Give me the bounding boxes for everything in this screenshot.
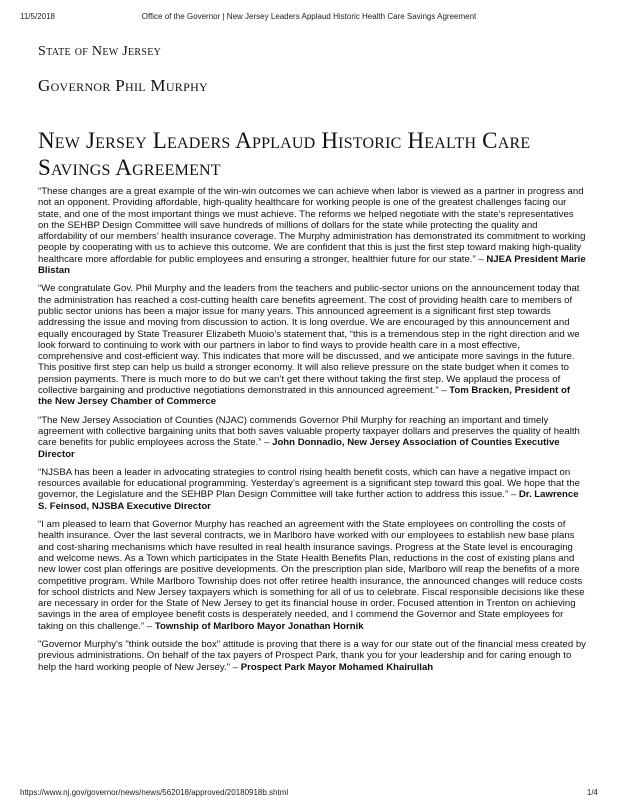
quote-paragraph <box>38 467 586 512</box>
quote-paragraph <box>38 415 586 460</box>
quote-text: "Governor Murphy's "think outside the box" attitude is proving that there is a way for our state out of the financial mess created by previous administrations. On behalf of the tax payers of Prospect Park, thank you for your leadership and for caring enough to help the hard working people of New Jersey." – <box>38 638 586 673</box>
quote-attribution: Prospect Park Mayor Mohamed Khairullah <box>240 661 434 673</box>
quote-paragraph <box>38 639 586 673</box>
quote-paragraph <box>38 186 586 276</box>
quote-paragraph <box>38 519 586 632</box>
quote-attribution: Tom Bracken, President of the New Jersey Chamber of Commerce <box>38 385 571 408</box>
quote-attribution: Dr. Lawrence S. Feinsod, NJSBA Executive Director <box>38 489 579 512</box>
quote-text: “We congratulate Gov. Phil Murphy and the leaders from the teachers and public-sector unions on the announcement today that the administration has reached a cost-cutting health care benefits agreement. The cost of providing health care to members of public sector unions has been a major issue for many years. This announced agreement is a significant first step towards addressing the issue and moving from discussion to action. It is long overdue. We are encouraged by this announcement and equally encouraged by State Treasurer Elizabeth Muoio’s statement that, “this is a tremendous step in the right direction and we look forward to continuing to work with our partners in labor to find ways to provide health care in a most effective, comprehensive and cost-efficient way. This indicates that more will be discussed, and we anticipate more savings in the future. This positive first step can help us build a stronger economy. It will also relieve pressure on the state budget when it comes to pension payments. There is much more to do but we can’t get there without taking the first step. We applaud the process of collective bargaining and productive negotiations demonstrated in this announced agreement.” – <box>38 283 580 397</box>
quote-attribution: Township of Marlboro Mayor Jonathan Hornik <box>154 620 364 632</box>
article-body <box>38 186 586 680</box>
print-page-title: Office of the Governor | New Jersey Leaders Applaud Historic Health Care Savings Agreement <box>141 12 477 21</box>
print-date: 11/5/2018 <box>20 12 55 21</box>
quote-attribution: NJEA President Marie Blistan <box>38 253 586 277</box>
quote-text: “These changes are a great example of the win-win outcomes we can achieve when labor is viewed as a partner in progress and not an opponent. Providing affordable, high-quality healthcare for working people is one of the greatest challenges facing our state, and one of the most important things we must achieve. The reforms we helped negotiate with the state’s representatives on the SEHBP Design Committee will save hundreds of millions of dollars for the state while protecting the quality and affordability of our members’ health insurance coverage. The Murphy administration has demonstrated its commitment to working people by cooperating with us to achieve this outcome. We are confident that this is just the first step toward making high-quality healthcare more affordable for public employees and ensuring a stronger, healthier future for our state.” – <box>38 186 586 265</box>
state-of-new-jersey-link[interactable]: State of New Jersey <box>38 44 162 59</box>
quote-text: “I am pleased to learn that Governor Murphy has reached an agreement with the State employees on controlling the costs of health insurance. Over the last several contracts, we in Marlboro have worked with our employees to establish new base plans and cost-sharing mechanisms which have resulted in real health insurance savings. Progress at the State level is encouraging and welcome news. As a Town which participates in the State Health Benefits Plan, reductions in the cost of existing plans and new lower cost plan offerings are positive developments. On the prescription plan side, Marlboro will reap the benefits of a more competitive program. While Marlboro Township does not offer retiree health insurance, the announced changes will reduce costs for school districts and New Jersey taxpayers which is something for all of us to celebrate. Fiscal responsible decisions like these are necessary in order for the State of New Jersey to get its financial house in order. Focused attention in Trenton on achieving savings in the area of employee benefit costs is desperately needed, and I commend the Governor and State employees for taking on this challenge.” – <box>38 519 585 632</box>
article-title: New Jersey Leaders Applaud Historic Health Care Savings Agreement <box>38 128 531 180</box>
print-url: https://www.nj.gov/governor/news/news/562018/approved/20180918b.shtml <box>20 788 289 797</box>
quote-text: “The New Jersey Association of Counties (NJAC) commends Governor Phil Murphy for reaching an important and timely agreement with collective bargaining units that both saves valuable property taxpayer dollars and preserves the quality of health care benefits for public employees across the State.” – <box>38 414 580 449</box>
governor-phil-murphy-link[interactable]: Governor Phil Murphy <box>38 76 209 95</box>
quote-attribution: John Donnadio, New Jersey Association of Counties Executive Director <box>38 437 560 460</box>
quote-paragraph <box>38 283 586 407</box>
quote-text: “NJSBA has been a leader in advocating strategies to control rising health benefit costs, which can have a negative impact on resources available for educational programming. Yesterday’s agreement is a significant step toward this goal. We hope that the governor, the Legislature and the SEHBP Plan Design Committee will take further action to address this issue.” – <box>38 466 581 501</box>
page-number: 1/4 <box>586 788 598 797</box>
